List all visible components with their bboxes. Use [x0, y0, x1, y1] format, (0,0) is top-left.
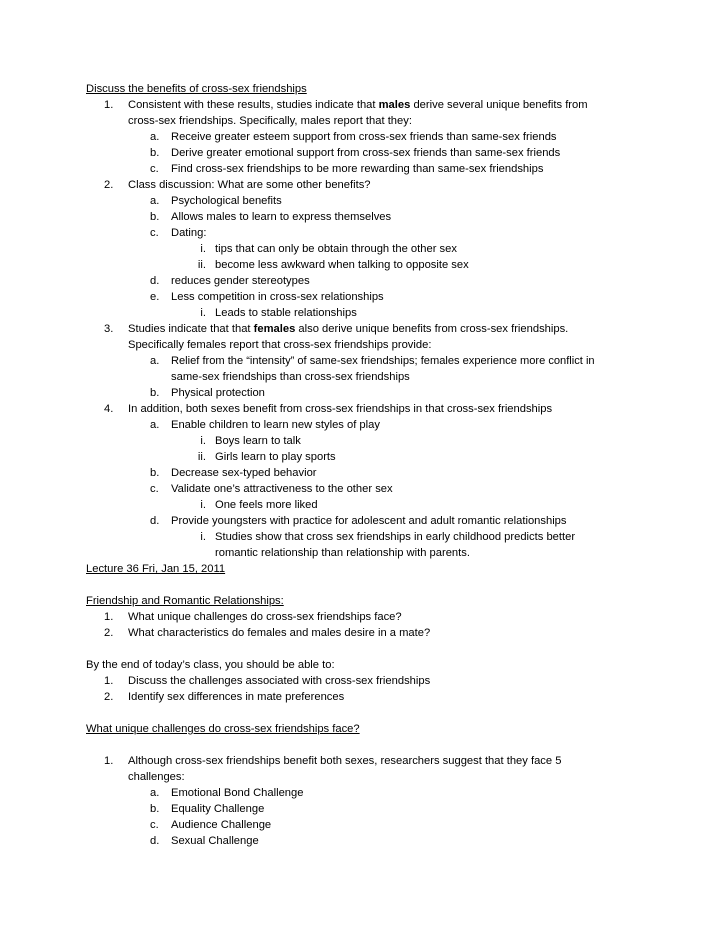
list-item-continuation: challenges: [128, 771, 185, 783]
list-item: Derive greater emotional support from cross-sex friends than same-sex friends [171, 147, 561, 159]
list-item: Studies show that cross sex friendships in early childhood predicts better [215, 531, 576, 543]
list-item: In addition, both sexes benefit from cross-sex friendships in that cross-sex friendships [128, 403, 553, 415]
list-item: reduces gender stereotypes [171, 275, 310, 287]
list-item: Emotional Bond Challenge [171, 787, 304, 799]
list-item: Class discussion: What are some other benefits? [128, 179, 371, 191]
list-marker: b. [150, 467, 160, 479]
list-marker: i. [200, 435, 206, 447]
list-marker: 1. [104, 675, 114, 687]
list-item [128, 97, 588, 113]
list-item-continuation: cross-sex friendships. Specifically, males report that they: [128, 115, 412, 127]
list-item: Identify sex differences in mate preferences [128, 691, 345, 703]
list-marker: i. [200, 499, 206, 511]
list-marker: d. [150, 515, 160, 527]
list-marker: d. [150, 835, 160, 847]
list-marker: ii. [197, 259, 206, 271]
friendship-heading: Friendship and Romantic Relationships: [86, 595, 284, 607]
emphasis-males: males [378, 99, 411, 111]
list-marker: e. [150, 291, 160, 303]
list-item: Sexual Challenge [171, 835, 259, 847]
list-item: Dating: [171, 227, 207, 239]
list-item: Allows males to learn to express themselves [171, 211, 392, 223]
challenges-heading: What unique challenges do cross-sex friendships face? [86, 723, 360, 735]
lecture-title: Lecture 36 Fri, Jan 15, 2011 [86, 563, 226, 575]
list-item: Equality Challenge [171, 803, 265, 815]
list-marker: 4. [104, 403, 114, 415]
list-item: Decrease sex-typed behavior [171, 467, 317, 479]
text-run: derive several unique benefits from [410, 99, 588, 111]
list-item: What unique challenges do cross-sex friendships face? [128, 611, 402, 623]
list-marker: a. [150, 131, 160, 143]
list-item: Physical protection [171, 387, 265, 399]
list-marker: i. [200, 531, 206, 543]
list-item: Discuss the challenges associated with cross-sex friendships [128, 675, 431, 687]
list-marker: 1. [104, 611, 114, 623]
text-run: Studies indicate that that [128, 323, 254, 335]
list-item: Leads to stable relationships [215, 307, 357, 319]
list-marker: b. [150, 147, 160, 159]
list-marker: a. [150, 787, 160, 799]
list-marker: 1. [104, 755, 114, 767]
emphasis-females: females [253, 323, 296, 335]
list-marker: c. [150, 163, 159, 175]
list-item: Provide youngsters with practice for adolescent and adult romantic relationships [171, 515, 567, 527]
benefits-heading: Discuss the benefits of cross-sex friendships [86, 83, 307, 95]
list-item: Boys learn to talk [215, 435, 301, 447]
list-marker: i. [200, 243, 206, 255]
list-item: One feels more liked [215, 499, 318, 511]
list-marker: a. [150, 195, 160, 207]
list-item: Psychological benefits [171, 195, 282, 207]
list-marker: b. [150, 803, 160, 815]
list-marker: c. [150, 819, 159, 831]
list-marker: 2. [104, 627, 114, 639]
text-run: also derive unique benefits from cross-sex friendships. [295, 323, 569, 335]
list-marker: 2. [104, 691, 114, 703]
list-marker: a. [150, 419, 160, 431]
text-run: Consistent with these results, studies indicate that [128, 99, 379, 111]
list-marker: d. [150, 275, 160, 287]
list-item: Girls learn to play sports [215, 451, 336, 463]
list-item: Relief from the “intensity” of same-sex friendships; females experience more conflict in [171, 355, 595, 367]
list-marker: c. [150, 227, 159, 239]
list-marker: ii. [197, 451, 206, 463]
list-item [128, 321, 568, 337]
list-marker: b. [150, 387, 160, 399]
list-item: Find cross-sex friendships to be more rewarding than same-sex friendships [171, 163, 544, 175]
list-marker: 1. [104, 99, 114, 111]
list-item: tips that can only be obtain through the other sex [215, 243, 457, 255]
list-marker: b. [150, 211, 160, 223]
objectives-intro: By the end of today’s class, you should be able to: [86, 659, 335, 671]
list-item: become less awkward when talking to opposite sex [215, 259, 469, 271]
list-item: Receive greater esteem support from cross-sex friends than same-sex friends [171, 131, 557, 143]
list-item: What characteristics do females and males desire in a mate? [128, 627, 431, 639]
list-item: Audience Challenge [171, 819, 272, 831]
list-item: Although cross-sex friendships benefit both sexes, researchers suggest that they face 5 [128, 755, 562, 767]
list-marker: a. [150, 355, 160, 367]
list-item: Enable children to learn new styles of play [171, 419, 380, 431]
list-item-continuation: same-sex friendships than cross-sex friendships [171, 371, 410, 383]
list-item: Less competition in cross-sex relationships [171, 291, 384, 303]
list-marker: i. [200, 307, 206, 319]
list-item-continuation: Specifically females report that cross-sex friendships provide: [128, 339, 432, 351]
list-item: Validate one’s attractiveness to the other sex [171, 483, 393, 495]
list-marker: 2. [104, 179, 114, 191]
list-marker: c. [150, 483, 159, 495]
list-item-continuation: romantic relationship than relationship with parents. [215, 547, 470, 559]
list-marker: 3. [104, 323, 114, 335]
